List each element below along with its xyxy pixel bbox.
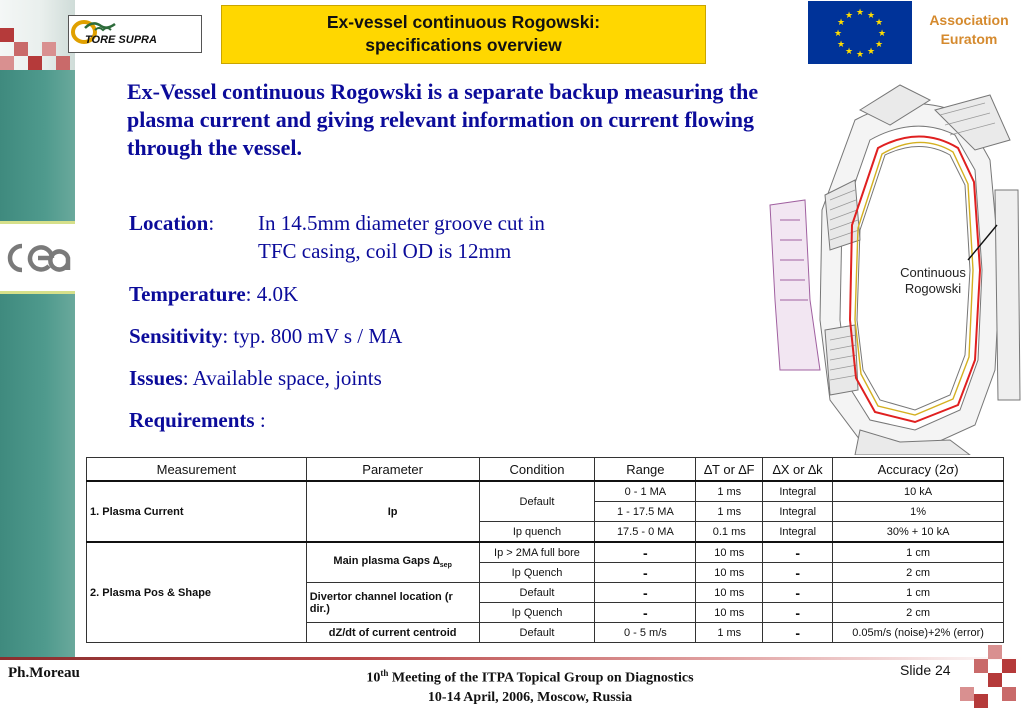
requirements-table bbox=[86, 457, 1004, 643]
location-label: Location bbox=[129, 211, 209, 235]
sensitivity-label: Sensitivity bbox=[129, 324, 223, 348]
cell-condition: Ip quench bbox=[479, 522, 595, 543]
spec-sensitivity bbox=[129, 322, 402, 350]
cell-dx: - bbox=[763, 583, 833, 603]
intro-text: Ex-Vessel continuous Rogowski is a separate backup measuring the plasma current and giving relevant information on current flowing through the vessel. bbox=[127, 79, 759, 160]
cell-measurement: 2. Plasma Pos & Shape bbox=[87, 542, 307, 643]
meeting-sup: th bbox=[380, 668, 389, 678]
cell-accuracy: 1% bbox=[833, 502, 1004, 522]
cea-logo bbox=[2, 238, 74, 278]
meeting-title: Meeting of the ITPA Topical Group on Diagnostics bbox=[388, 670, 694, 686]
cell-dx: Integral bbox=[763, 481, 833, 502]
meeting-line-1 bbox=[280, 664, 780, 688]
svg-text:★: ★ bbox=[836, 18, 846, 28]
temperature-value: : 4.0K bbox=[245, 282, 299, 306]
header-parameter: Parameter bbox=[306, 458, 479, 482]
cell-accuracy: 30% + 10 kA bbox=[833, 522, 1004, 543]
sidebar-square bbox=[0, 56, 14, 70]
table-row bbox=[87, 481, 1004, 502]
cell-dt: 0.1 ms bbox=[696, 522, 763, 543]
cell-accuracy: 1 cm bbox=[833, 583, 1004, 603]
cell-accuracy: 0.05m/s (noise)+2% (error) bbox=[833, 623, 1004, 643]
cell-range: 1 - 17.5 MA bbox=[595, 502, 696, 522]
page-title bbox=[222, 11, 705, 57]
svg-text:cea: cea bbox=[37, 277, 39, 278]
cell-dt: 1 ms bbox=[696, 623, 763, 643]
cell-accuracy: 10 kA bbox=[833, 481, 1004, 502]
requirements-label: Requirements bbox=[129, 408, 255, 432]
spec-requirements bbox=[129, 406, 266, 434]
gaps-subscript: sep bbox=[439, 562, 452, 570]
svg-text:★: ★ bbox=[874, 40, 884, 50]
cell-dt: 10 ms bbox=[696, 603, 763, 623]
cell-dx: Integral bbox=[763, 502, 833, 522]
cell-parameter-divertor: Divertor channel location (r dir.) bbox=[306, 583, 479, 623]
meeting-number: 10 bbox=[366, 670, 381, 686]
svg-text:★: ★ bbox=[866, 47, 876, 57]
spec-issues bbox=[129, 364, 382, 392]
callout-line-1: Continuous bbox=[900, 265, 966, 280]
cell-dt: 10 ms bbox=[696, 542, 763, 563]
location-line-1: In 14.5mm diameter groove cut in bbox=[258, 211, 545, 235]
tore-supra-text: TORE SUPRA bbox=[85, 34, 157, 46]
cell-range: - bbox=[595, 603, 696, 623]
cell-condition: Default bbox=[479, 623, 595, 643]
issues-value: : Available space, joints bbox=[182, 366, 382, 390]
cell-dx: - bbox=[763, 563, 833, 583]
cell-dx: - bbox=[763, 542, 833, 563]
svg-text:★: ★ bbox=[874, 18, 884, 28]
svg-text:★: ★ bbox=[855, 50, 865, 60]
cell-accuracy: 2 cm bbox=[833, 603, 1004, 623]
cell-dt: 10 ms bbox=[696, 563, 763, 583]
rogowski-drawing bbox=[760, 70, 1023, 455]
header-range: Range bbox=[595, 458, 696, 482]
location-value bbox=[258, 209, 545, 265]
callout-line-2: Rogowski bbox=[904, 281, 962, 296]
cell-dt: 1 ms bbox=[696, 481, 763, 502]
sidebar-divider bbox=[0, 291, 75, 294]
association-line-1: Association bbox=[929, 12, 1009, 28]
cell-condition: Default bbox=[479, 481, 595, 522]
svg-text:★: ★ bbox=[877, 29, 887, 39]
cell-dt: 10 ms bbox=[696, 583, 763, 603]
location-sep: : bbox=[208, 211, 215, 235]
title-line-2: specifications overview bbox=[365, 35, 562, 55]
association-euratom bbox=[915, 11, 1023, 49]
location-line-2: TFC casing, coil OD is 12mm bbox=[258, 239, 512, 263]
spec-temperature bbox=[129, 280, 298, 308]
slide-number: Slide 24 bbox=[900, 662, 951, 678]
cell-measurement: 1. Plasma Current bbox=[87, 481, 307, 542]
svg-text:★: ★ bbox=[836, 40, 846, 50]
header-measurement: Measurement bbox=[87, 458, 307, 482]
cell-range: 0 - 1 MA bbox=[595, 481, 696, 502]
sidebar-square bbox=[0, 28, 14, 42]
temperature-label: Temperature bbox=[129, 282, 246, 306]
cell-dx: - bbox=[763, 603, 833, 623]
svg-text:★: ★ bbox=[866, 11, 876, 21]
eu-flag-icon bbox=[808, 1, 912, 64]
sidebar-square bbox=[28, 56, 42, 70]
svg-text:★: ★ bbox=[844, 47, 854, 57]
svg-text:★: ★ bbox=[844, 11, 854, 21]
cell-parameter: Ip bbox=[306, 481, 479, 542]
sidebar-teal-band bbox=[0, 70, 75, 657]
table-header-row bbox=[87, 458, 1004, 482]
meeting-info bbox=[280, 664, 780, 707]
header-dt: ∆T or ∆F bbox=[696, 458, 763, 482]
issues-label: Issues bbox=[129, 366, 183, 390]
cell-parameter-gaps bbox=[306, 542, 479, 583]
cell-condition: Ip > 2MA full bore bbox=[479, 542, 595, 563]
cell-parameter-dz: dZ/dt of current centroid bbox=[306, 623, 479, 643]
sidebar-square bbox=[56, 56, 70, 70]
title-box bbox=[221, 5, 706, 64]
header-accuracy: Accuracy (2σ) bbox=[833, 458, 1004, 482]
meeting-line-2: 10-14 April, 2006, Moscow, Russia bbox=[427, 689, 633, 705]
header-dx: ∆X or ∆k bbox=[763, 458, 833, 482]
cell-condition: Ip Quench bbox=[479, 563, 595, 583]
cell-range: - bbox=[595, 583, 696, 603]
cell-range: - bbox=[595, 563, 696, 583]
cell-accuracy: 1 cm bbox=[833, 542, 1004, 563]
footer-squares-decoration bbox=[960, 645, 1023, 708]
sensitivity-value: : typ. 800 mV s / MA bbox=[222, 324, 403, 348]
svg-text:★: ★ bbox=[833, 29, 843, 39]
gaps-label: Main plasma Gaps ∆ bbox=[333, 555, 440, 568]
association-line-2: Euratom bbox=[940, 31, 998, 47]
sidebar-square bbox=[42, 42, 56, 56]
cell-dt: 1 ms bbox=[696, 502, 763, 522]
drawing-callout-label bbox=[888, 265, 978, 297]
svg-text:★: ★ bbox=[855, 8, 865, 18]
spec-location bbox=[129, 209, 214, 237]
table-row bbox=[87, 542, 1004, 563]
cell-condition: Ip Quench bbox=[479, 603, 595, 623]
cell-range: 0 - 5 m/s bbox=[595, 623, 696, 643]
footer-bar bbox=[0, 657, 1023, 660]
sidebar-square bbox=[14, 42, 28, 56]
presenter-name: Ph.Moreau bbox=[8, 665, 80, 681]
header-condition: Condition bbox=[479, 458, 595, 482]
requirements-sep: : bbox=[254, 408, 266, 432]
cell-range: 17.5 - 0 MA bbox=[595, 522, 696, 543]
cell-condition: Default bbox=[479, 583, 595, 603]
cell-accuracy: 2 cm bbox=[833, 563, 1004, 583]
cell-range: - bbox=[595, 542, 696, 563]
title-line-1: Ex-vessel continuous Rogowski: bbox=[326, 12, 601, 32]
tore-supra-logo bbox=[68, 15, 202, 53]
cell-dx: - bbox=[763, 623, 833, 643]
cell-dx: Integral bbox=[763, 522, 833, 543]
